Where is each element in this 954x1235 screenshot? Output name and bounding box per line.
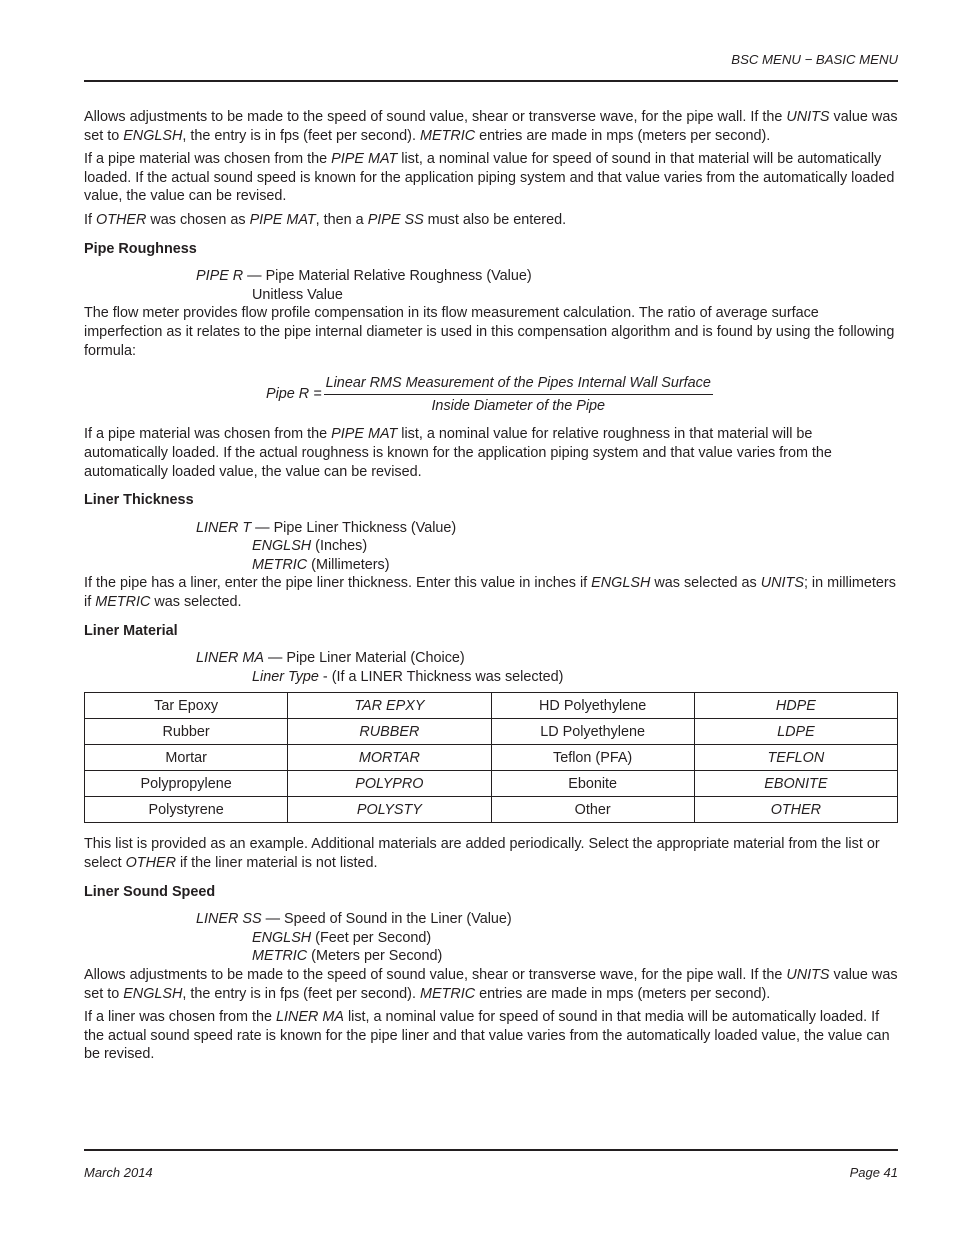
header-divider [84, 80, 898, 82]
pipe-r-unit: Unitless Value [252, 286, 343, 303]
table-row [85, 771, 898, 797]
pipe-roughness-paragraph-1: The flow meter provides flow profile compensation in its flow measurement calculation. The ratio of average surface imperfection as it relates to the pipe internal diameter is used in this compensation algorithm and is found by using the following formula: [84, 305, 895, 359]
table-cell: POLYPRO [288, 771, 491, 797]
table-cell: TEFLON [694, 745, 897, 771]
liner-thickness-paragraph: If the pipe has a liner, enter the pipe liner thickness. Enter this value in inches if ENGLSH was selected as UNITS; in millimeters if METRIC was selected. [84, 575, 896, 611]
table-cell: Ebonite [491, 771, 694, 797]
pipe-r-definition: PIPE R — Pipe Material Relative Roughness (Value) [196, 268, 532, 285]
table-cell: Other [491, 797, 694, 823]
page-header: BSC MENU − BASIC MENU [731, 52, 898, 67]
footer-date: March 2014 [84, 1165, 153, 1180]
liner-thickness-heading: Liner Thickness [84, 492, 194, 509]
table-cell: RUBBER [288, 719, 491, 745]
table-cell: TAR EPXY [288, 693, 491, 719]
table-cell: HDPE [694, 693, 897, 719]
table-cell: HD Polyethylene [491, 693, 694, 719]
liner-material-paragraph: This list is provided as an example. Additional materials are added periodically. Select the appropriate material from the list or select OTHER if the liner material is not listed. [84, 836, 880, 872]
pipe-r-formula [266, 374, 898, 415]
pipe-roughness-paragraph-2: If a pipe material was chosen from the PIPE MAT list, a nominal value for relative roughness in that material will be automatically loaded. If the actual roughness is known for the application piping system and that value varies from the automatically loaded value, the value can be revised. [84, 426, 832, 480]
liner-ss-definition: LINER SS — Speed of Sound in the Liner (Value) [196, 911, 512, 928]
table-cell: Rubber [85, 719, 288, 745]
table-cell: EBONITE [694, 771, 897, 797]
liner-sound-speed-paragraph-1: Allows adjustments to be made to the speed of sound value, shear or transverse wave, for the pipe wall. If the UNITS value was set to ENGLSH, the entry is in fps (feet per second). METRIC entries are made in mps (meters per second). [84, 967, 898, 1002]
table-cell: LD Polyethylene [491, 719, 694, 745]
table-cell: Polypropylene [85, 771, 288, 797]
formula-denominator: Inside Diameter of the Pipe [431, 397, 606, 414]
intro-paragraph-3: If OTHER was chosen as PIPE MAT, then a PIPE SS must also be entered. [84, 211, 567, 228]
table-cell: LDPE [694, 719, 897, 745]
pipe-roughness-heading: Pipe Roughness [84, 240, 197, 257]
table-cell: POLYSTY [288, 797, 491, 823]
liner-t-englsh-unit: ENGLSH (Inches) [252, 538, 368, 555]
table-cell: Teflon (PFA) [491, 745, 694, 771]
liner-type-note: Liner Type - (If a LINER Thickness was selected) [252, 668, 564, 685]
table-cell: MORTAR [288, 745, 491, 771]
liner-ma-definition: LINER MA — Pipe Liner Material (Choice) [196, 650, 465, 667]
formula-fraction [324, 374, 713, 415]
table-cell: Mortar [85, 745, 288, 771]
footer-divider [84, 1149, 898, 1151]
table-cell: Polystyrene [85, 797, 288, 823]
liner-material-table [84, 692, 898, 823]
intro-paragraph-2: If a pipe material was chosen from the PIPE MAT list, a nominal value for speed of sound in that material will be automatically loaded. If the actual sound speed is known for the application piping system and that value varies from the automatically loaded value, the value can be revised. [84, 151, 895, 205]
table-row [85, 719, 898, 745]
table-row [85, 745, 898, 771]
table-row [85, 693, 898, 719]
liner-t-metric-unit: METRIC (Millimeters) [252, 556, 390, 573]
liner-t-definition: LINER T — Pipe Liner Thickness (Value) [196, 519, 457, 536]
liner-sound-speed-paragraph-2: If a liner was chosen from the LINER MA list, a nominal value for speed of sound in that media will be automatically loaded. If the actual sound speed rate is known for the pipe liner and that value varies from the automatically loaded value, the value can be revised. [84, 1009, 890, 1063]
page-number: Page 41 [849, 1165, 898, 1180]
table-cell: Tar Epoxy [85, 693, 288, 719]
page-content [84, 108, 898, 1069]
liner-sound-speed-heading: Liner Sound Speed [84, 883, 216, 900]
table-cell: OTHER [694, 797, 897, 823]
liner-material-heading: Liner Material [84, 622, 178, 639]
formula-lhs: Pipe R = [266, 386, 322, 403]
liner-ss-englsh-unit: ENGLSH (Feet per Second) [252, 929, 432, 946]
table-row [85, 797, 898, 823]
liner-ss-metric-unit: METRIC (Meters per Second) [252, 948, 443, 965]
formula-numerator: Linear RMS Measurement of the Pipes Internal Wall Surface [324, 374, 713, 395]
intro-paragraph-1: Allows adjustments to be made to the speed of sound value, shear or transverse wave, for the pipe wall. If the UNITS value was set to ENGLSH, the entry is in fps (feet per second). METRIC entries are made in mps (meters per second). [84, 109, 898, 144]
